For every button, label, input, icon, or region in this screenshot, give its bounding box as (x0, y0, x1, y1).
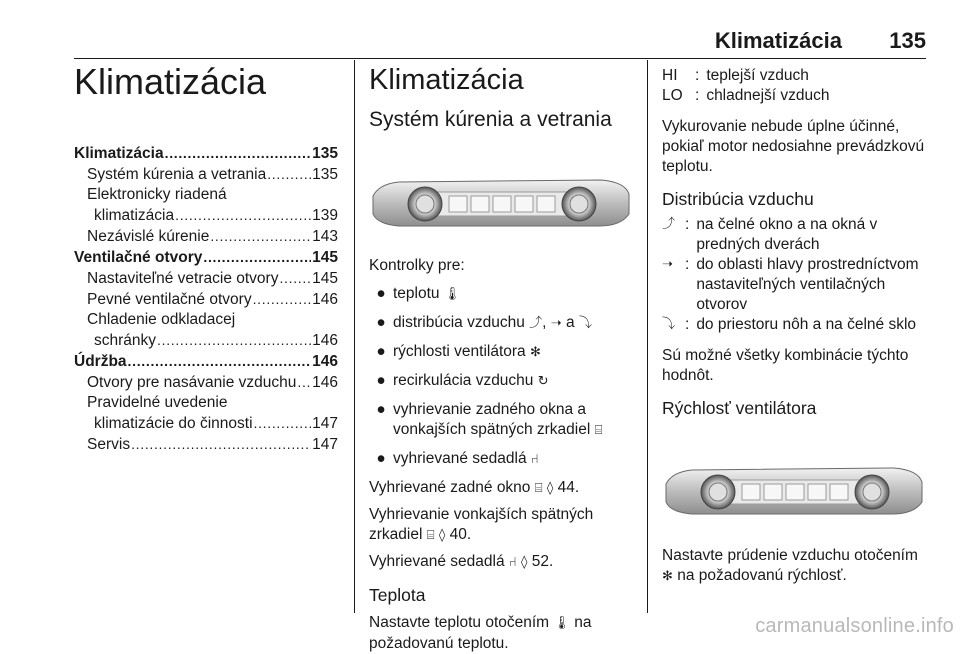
page-number: 135 (889, 28, 926, 53)
temperature-icon: 🌡 (553, 616, 570, 631)
bullet-air-distribution: ● distribúcia vzduchu ⤴, ➝ a ⤵ (376, 314, 592, 331)
temperature-text: Nastavte teplotu otočením 🌡 na požadovanú teplotu. (369, 614, 592, 652)
toc-entry[interactable]: Chladenie odkladacej (87, 311, 236, 328)
windscreen-airflow-icon: ⤴ (529, 316, 543, 331)
column-divider-2 (647, 60, 648, 613)
chapter-contents (74, 60, 338, 455)
toc-entry[interactable]: Nastaviteľné vetracie otvory . . . 145 (74, 268, 338, 289)
toc-entry[interactable]: schránky . . . 146 (74, 330, 338, 351)
ref-heated-rear-window: Vyhrievané zadné okno ⌸ ◊ 44. (369, 479, 580, 496)
running-title: Klimatizácia (714, 28, 842, 53)
climate-control-panel-image-2 (662, 456, 924, 526)
toc-entry[interactable]: Pevné ventilačné otvory . . . 146 (74, 289, 338, 310)
page-ref-icon: ◊ (438, 528, 446, 543)
toc-entry[interactable]: Údržba . . . 146 (74, 351, 338, 372)
subsection-heading: Systém kúrenia a vetrania (369, 108, 612, 131)
toc-entry[interactable]: klimatizácie do činnosti . . . 147 (74, 413, 338, 434)
column-distribution (662, 66, 932, 587)
section-heading: Klimatizácia (369, 64, 524, 96)
toc-entry[interactable]: klimatizácia . . . 139 (74, 205, 338, 226)
column-heating (369, 60, 631, 654)
distribution-head: ➝ : do oblasti hlavy prostredníctvom nastaviteľných ventilačných otvorov (662, 256, 919, 313)
temperature-heading: Teplota (369, 585, 426, 605)
chapter-title: Klimatizácia (74, 61, 267, 102)
column-divider-1 (354, 60, 355, 613)
head-airflow-icon: ➝ (662, 257, 673, 272)
fan-icon: ✻ (529, 345, 541, 360)
toc-entry[interactable]: Elektronicky riadená (87, 186, 227, 203)
bullet-fan-speed: ● rýchlosti ventilátora ✻ (376, 343, 541, 360)
ref-heated-seats: Vyhrievané sedadlá ⑁ ◊ 52. (369, 553, 554, 570)
ref-heated-mirrors: Vyhrievanie vonkajších spätných zrkadiel ⌸ ◊ 40. (369, 506, 594, 543)
distribution-footwell: ⤵ : do priestoru nôh a na čelné sklo (662, 316, 917, 333)
footwell-airflow-icon: ⤵ (578, 316, 592, 331)
toc-entry[interactable]: Klimatizácia . . . 135 (74, 143, 338, 164)
distribution-windscreen: ⤴ : na čelné okno a na okná v predných dverách (662, 216, 878, 253)
page-ref-icon: ◊ (521, 555, 528, 570)
fan-heading: Rýchlosť ventilátora (662, 398, 817, 418)
recirculation-icon: ↻ (537, 374, 549, 389)
bullet-recirculation: ● recirkulácia vzduchu ↻ (376, 372, 549, 389)
heated-rear-window-icon: ⌸ (594, 423, 603, 438)
toc-list (74, 143, 338, 455)
watermark: carmanualsonline.info (755, 615, 954, 637)
distribution-heading: Distribúcia vzduchu (662, 189, 814, 209)
header-rule (74, 58, 926, 59)
fan-text: Nastavte prúdenie vzduchu otočením ✻ na požadovanú rýchlosť. (662, 547, 918, 584)
heated-seat-icon: ⑁ (530, 452, 539, 467)
heated-rear-window-icon: ⌸ (426, 528, 435, 543)
bullet-heated-rear-window: ● vyhrievanie zadného okna a vonkajších spätných zrkadiel ⌸ (376, 401, 603, 438)
toc-entry[interactable]: Servis . . . 147 (74, 434, 338, 455)
controls-intro: Kontrolky pre: (369, 257, 465, 274)
bullet-temperature: ● teplotu 🌡 (376, 285, 461, 302)
toc-entry[interactable]: Systém kúrenia a vetrania . . . 135 (74, 164, 338, 185)
toc-entry[interactable]: Nezávislé kúrenie . . . 143 (74, 226, 338, 247)
bullet-heated-seats: ● vyhrievané sedadlá ⑁ (376, 450, 539, 467)
page-header (0, 28, 960, 54)
toc-entry[interactable]: Ventilačné otvory . . . 145 (74, 247, 338, 268)
glossary-hi: HI : teplejší vzduch (662, 67, 809, 84)
warning-text: Vykurovanie nebude úplne účinné, pokiaľ motor nedosiahne prevádzkovú teplotu. (662, 118, 925, 175)
combination-text: Sú možné všetky kombinácie týchto hodnôt. (662, 347, 909, 384)
climate-control-panel-image (369, 168, 631, 238)
heated-seat-icon: ⑁ (508, 555, 517, 570)
page-ref-icon: ◊ (546, 481, 554, 496)
fan-icon: ✻ (662, 569, 673, 584)
glossary-lo: LO : chladnejší vzduch (662, 87, 830, 104)
footwell-airflow-icon: ⤵ (662, 317, 676, 332)
windscreen-airflow-icon: ⤴ (662, 217, 676, 232)
temperature-icon: 🌡 (443, 287, 461, 302)
head-airflow-icon: ➝ (550, 316, 562, 331)
heated-rear-window-icon: ⌸ (534, 481, 543, 496)
toc-entry[interactable]: Pravidelné uvedenie (87, 394, 228, 411)
toc-entry[interactable]: Otvory pre nasávanie vzduchu . . . 146 (74, 372, 338, 393)
